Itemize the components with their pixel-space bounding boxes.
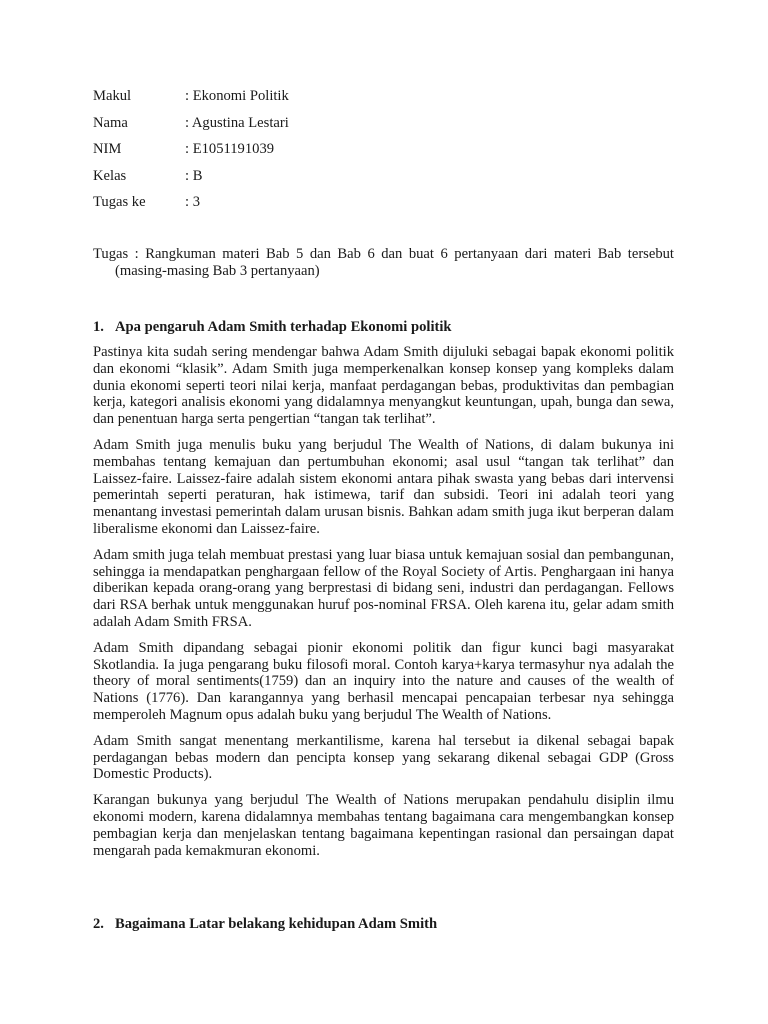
- section-number: 2.: [93, 916, 104, 932]
- section-1-body: [93, 344, 674, 868]
- section-number: 1.: [93, 319, 104, 335]
- info-row-nama: [93, 114, 674, 141]
- task-description: Tugas : Rangkuman materi Bab 5 dan Bab 6 dan buat 6 pertanyaan dari materi Bab tersebut (masing-masing Bab 3 pertanyaan): [93, 246, 674, 279]
- info-row-makul: [93, 87, 674, 114]
- section-title: Bagaimana Latar belakang kehidupan Adam Smith: [115, 916, 438, 932]
- paragraph: Adam Smith sangat menentang merkantilisme, karena hal tersebut ia dikenal sebagai bapak perdagangan bebas modern dan pencipta konsep yang sekarang dikenal sebagai GDP (Gross Domestic Products).: [93, 732, 674, 783]
- info-value: : B: [185, 167, 203, 184]
- paragraph: Pastinya kita sudah sering mendengar bahwa Adam Smith dijuluki sebagai bapak ekonomi politik dan ekonomi “klasik”. Adam Smith juga memperkenalkan konsep konsep yang kompleks dalam dunia ekonomi seperti teori nilai kerja, manfaat perdagangan bebas, produktivitas dan pembagian kerja, kategori analisis ekonomi yang didalamnya menyangkut keuntungan, upah, bunga dan sewa, dan penentuan harga serta pengertian “tangan tak terlihat”.: [93, 344, 674, 428]
- info-label: Kelas: [93, 167, 127, 184]
- info-row-kelas: [93, 167, 674, 194]
- section-heading-2: [93, 915, 674, 933]
- paragraph: Karangan bukunya yang berjudul The Wealth of Nations merupakan pendahulu disiplin ilmu ekonomi modern, karena didalamnya membahas tentang bagaimana cara mengembangkan konsep pembagian kerja dan menjelaskan tentang bagaimana kepentingan rasional dan persaingan dapat mengarah pada kemakmuran ekonomi.: [93, 792, 674, 859]
- paragraph: Adam Smith dipandang sebagai pionir ekonomi politik dan figur kunci bagi masyarakat Skotlandia. Ia juga pengarang buku filosofi moral. Contoh karya+karya termasyhur nya adalah the theory of moral sentiments(1759) dan an inquiry into the nature and causes of the wealth of Nations (1776). Dan karangannya yang berhasil mencapai pencapaian terbesar nya sehingga memperoleh Magnum opus adalah buku yang berjudul The Wealth of Nations.: [93, 639, 674, 723]
- info-value: : E1051191039: [185, 141, 275, 157]
- paragraph: Adam Smith juga menulis buku yang berjudul The Wealth of Nations, di dalam bukunya ini membahas tentang kemajuan dan pertumbuhan ekonomi; asal usul “tangan tak terlihat” dan Laissez-faire. Laissez-faire adalah sistem ekonomi antara pihak swasta yang bebas dari intervensi pemerintah seperti peraturan, hak istimewa, tarif dan subsidi. Teori ini adalah teori yang menantang investasi pemerintah dalam urusan bisnis. Bahkan adam smith juga ikut berperan dalam liberalisme ekonomi dan Laissez-faire.: [93, 436, 674, 537]
- info-value: : Agustina Lestari: [185, 114, 289, 131]
- info-label: Makul: [93, 88, 132, 104]
- info-value: : 3: [185, 194, 200, 210]
- section-heading-1: [93, 318, 674, 336]
- info-label: Nama: [93, 114, 128, 131]
- info-row-nim: [93, 140, 674, 167]
- info-row-tugas-ke: [93, 193, 674, 220]
- section-title: Apa pengaruh Adam Smith terhadap Ekonomi politik: [115, 319, 452, 335]
- info-label: NIM: [93, 141, 122, 157]
- info-label: Tugas ke: [93, 194, 146, 210]
- document-page: [93, 0, 674, 1024]
- info-value: : Ekonomi Politik: [185, 88, 289, 104]
- paragraph: Adam smith juga telah membuat prestasi yang luar biasa untuk kemajuan sosial dan pembangunan, sehingga ia mendapatkan penghargaan fellow of the Royal Society of Artis. Penghargaan ini hanya diberikan kepada orang-orang yang berprestasi di bidang seni, industri dan perdagangan. Fellows dari RSA berhak untuk menggunakan huruf pos-nominal FRSA. Oleh karena itu, gelar adam smith adalah Adam Smith FRSA.: [93, 546, 674, 630]
- student-info: [93, 87, 674, 220]
